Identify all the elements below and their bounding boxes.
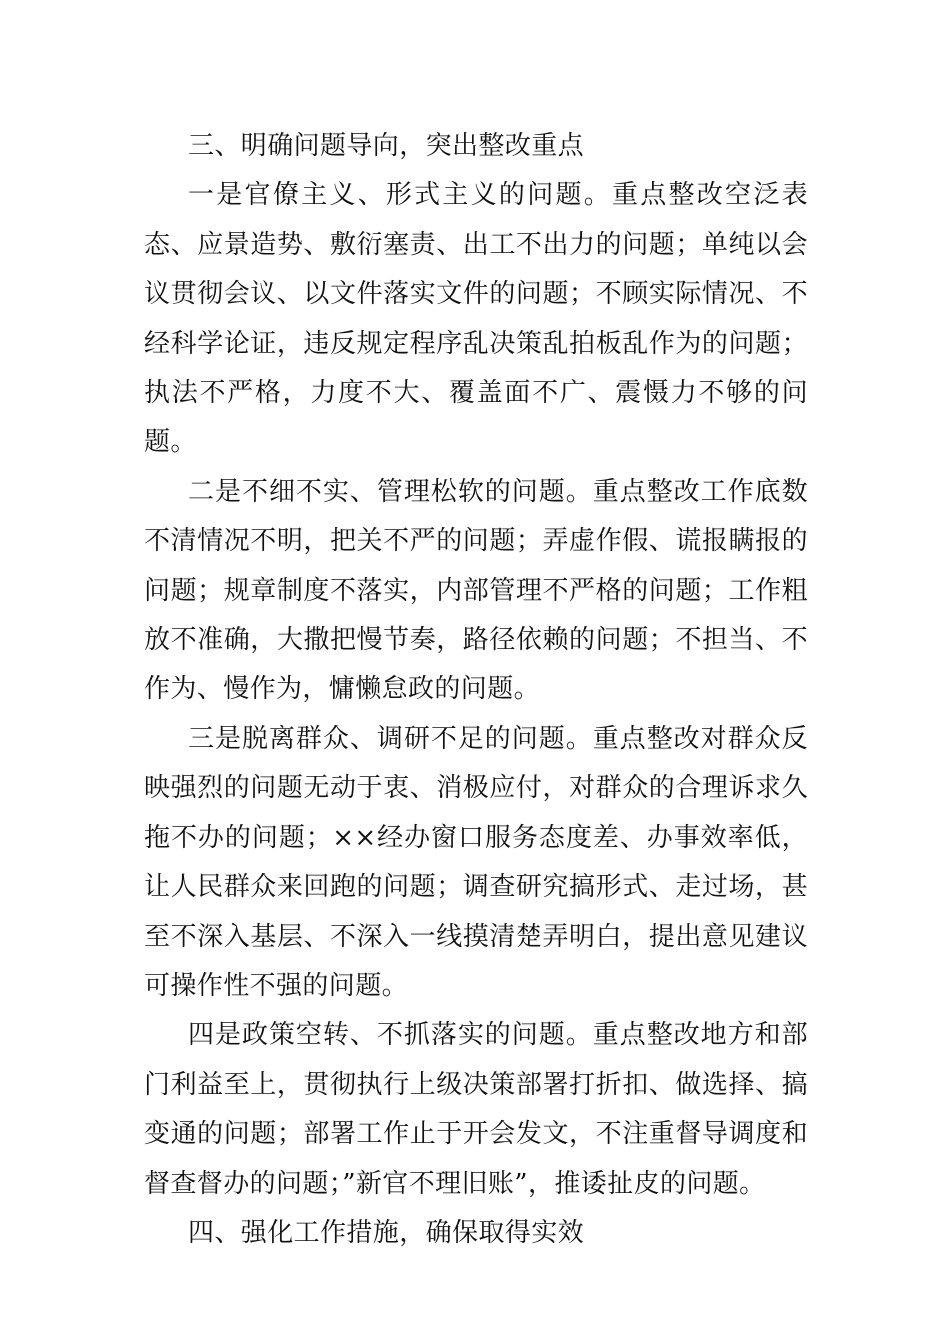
section-heading-3: 三、明确问题导向，突出整改重点 (188, 131, 585, 161)
paragraph-1: 一是官僚主义、形式主义的问题。重点整改空泛表态、应景造势、敷衍塞责、出工不出力的问题；单纯以会议贯彻会议、以文件落实文件的问题；不顾实际情况、不经科学论证，违反规定程序乱决策乱拍板乱作为的问题；执法不严格，力度不大、覆盖面不广、震慑力不够的问题。 (144, 180, 808, 458)
paragraph-3: 三是脱离群众、调研不足的问题。重点整改对群众反映强烈的问题无动于衷、消极应付，对群众的合理诉求久拖不办的问题；××经办窗口服务态度差、办事效率低，让人民群众来回跑的问题；调查研究搞形式、走过场，甚至不深入基层、不深入一线摸清楚弄明白，提出意见建议可操作性不强的问题。 (144, 723, 808, 1001)
document-page (144, 122, 808, 1258)
paragraph-4: 四是政策空转、不抓落实的问题。重点整改地方和部门利益至上，贯彻执行上级决策部署打折扣、做选择、搞变通的问题；部署工作止于开会发文，不注重督导调度和督查督办的问题；”新官不理旧账”，推诿扯皮的问题。 (144, 1020, 808, 1199)
section-heading-4: 四、强化工作措施，确保取得实效 (188, 1217, 585, 1248)
paragraph-2: 二是不细不实、管理松软的问题。重点整改工作底数不清情况不明，把关不严的问题；弄虚作假、谎报瞒报的问题；规章制度不落实，内部管理不严格的问题；工作粗放不准确，大撒把慢节奏，路径依赖的问题；不担当、不作为、慢作为，慵懒怠政的问题。 (144, 476, 808, 705)
